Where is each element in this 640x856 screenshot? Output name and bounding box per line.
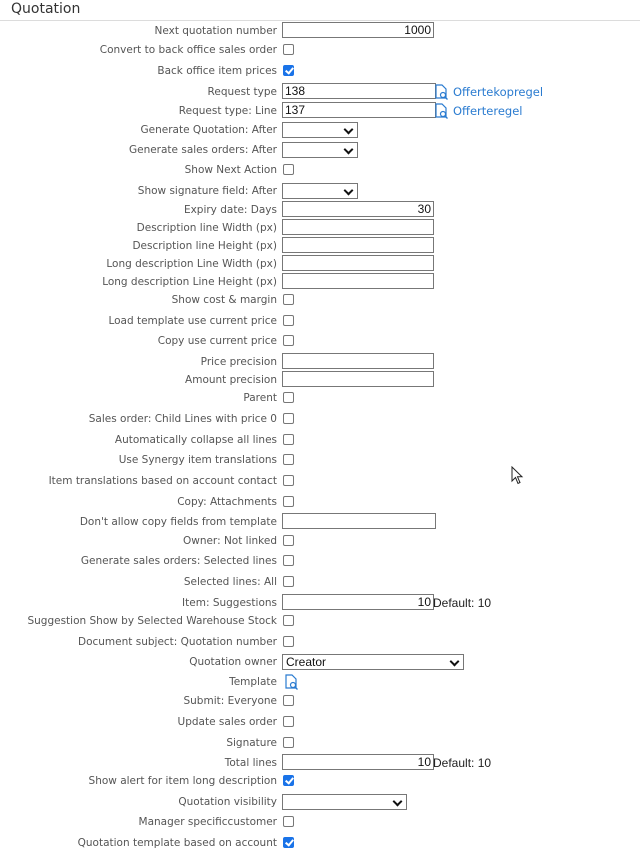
label: Automatically collapse all lines xyxy=(114,434,277,446)
label: Amount precision xyxy=(185,374,277,386)
label: Convert to back office sales order xyxy=(99,44,277,56)
row-price-precision xyxy=(0,353,640,371)
auto-collapse-lines-checkbox[interactable] xyxy=(283,434,294,445)
label: Suggestion Show by Selected Warehouse Stock xyxy=(27,615,277,627)
request-type-input[interactable]: 138 xyxy=(282,83,436,99)
row-copy-attachments xyxy=(0,493,640,511)
row-template xyxy=(0,673,640,691)
section-title: Quotation xyxy=(11,1,81,17)
label: Quotation owner xyxy=(189,656,277,668)
row-long-description-line-height xyxy=(0,273,640,291)
expiry-date-days-input[interactable]: 30 xyxy=(282,201,434,217)
submit-everyone-checkbox[interactable] xyxy=(283,695,294,706)
parent-checkbox[interactable] xyxy=(283,392,294,403)
quotation-visibility-select[interactable] xyxy=(282,794,407,810)
next-quotation-number-input[interactable]: 1000 xyxy=(282,22,434,38)
label: Show signature field: After xyxy=(137,185,277,197)
row-document-subject-quotation-number xyxy=(0,633,640,651)
label: Quotation template based on account xyxy=(77,837,277,849)
label: Generate sales orders: Selected lines xyxy=(80,555,277,567)
label: Signature xyxy=(226,737,277,749)
row-convert-back-office xyxy=(0,41,640,59)
label: Generate Quotation: After xyxy=(140,124,277,136)
label: Request type xyxy=(207,86,277,98)
dont-allow-copy-fields-input[interactable] xyxy=(282,513,436,529)
request-type-link[interactable]: Offertekopregel xyxy=(453,85,544,99)
label: Show Next Action xyxy=(184,164,277,176)
long-description-line-height-input[interactable] xyxy=(282,273,434,289)
row-generate-sales-orders-after xyxy=(0,141,640,159)
price-precision-input[interactable] xyxy=(282,353,434,369)
label: Parent xyxy=(243,392,277,404)
row-parent xyxy=(0,389,640,407)
row-item-translations-account-contact xyxy=(0,472,640,490)
generate-quotation-after-select[interactable] xyxy=(282,122,358,138)
row-load-template-current-price xyxy=(0,312,640,330)
row-item-suggestions xyxy=(0,594,640,612)
row-selected-lines-all xyxy=(0,573,640,591)
row-total-lines xyxy=(0,754,640,772)
row-show-next-action xyxy=(0,161,640,179)
row-child-lines-price-0 xyxy=(0,410,640,428)
label: Copy use current price xyxy=(157,335,277,347)
row-expiry-date-days xyxy=(0,201,640,219)
quotation-template-account-checkbox[interactable] xyxy=(283,837,294,848)
description-line-height-input[interactable] xyxy=(282,237,434,253)
row-owner-not-linked xyxy=(0,532,640,550)
label: Back office item prices xyxy=(157,65,277,77)
row-description-line-height xyxy=(0,237,640,255)
row-manager-specific-customer xyxy=(0,813,640,831)
generate-sales-orders-after-select[interactable] xyxy=(282,142,358,158)
show-cost-margin-checkbox[interactable] xyxy=(283,294,294,305)
label: Long description Line Height (px) xyxy=(102,276,277,288)
suggestion-warehouse-stock-checkbox[interactable] xyxy=(283,615,294,626)
long-description-line-width-input[interactable] xyxy=(282,255,434,271)
manager-specific-customer-checkbox[interactable] xyxy=(283,816,294,827)
request-type-line-link[interactable]: Offerteregel xyxy=(453,104,523,118)
row-back-office-item-prices xyxy=(0,62,640,80)
show-signature-field-after-select[interactable] xyxy=(282,183,358,199)
row-description-line-width xyxy=(0,219,640,237)
label: Document subject: Quotation number xyxy=(78,636,277,648)
chevron-down-icon xyxy=(344,145,354,155)
label: Expiry date: Days xyxy=(183,204,277,216)
selected-value: Creator xyxy=(286,655,327,669)
row-amount-precision xyxy=(0,371,640,389)
chevron-down-icon xyxy=(393,797,403,807)
row-update-sales-order xyxy=(0,713,640,731)
label: Submit: Everyone xyxy=(183,695,277,707)
row-signature xyxy=(0,734,640,752)
label: Long description Line Width (px) xyxy=(106,258,277,270)
quotation-owner-select[interactable] xyxy=(282,654,464,670)
label: Update sales order xyxy=(177,716,277,728)
chevron-down-icon xyxy=(344,186,354,196)
section-divider xyxy=(0,20,640,21)
chevron-down-icon xyxy=(344,125,354,135)
label: Price precision xyxy=(200,356,277,368)
row-next-quotation-number xyxy=(0,22,640,40)
description-line-width-input[interactable] xyxy=(282,219,434,235)
chevron-down-icon xyxy=(450,657,460,667)
label: Show alert for item long description xyxy=(88,775,277,787)
default-value: Default: 10 xyxy=(433,596,492,610)
label: Owner: Not linked xyxy=(182,535,277,547)
row-alert-item-long-description xyxy=(0,772,640,790)
request-type-line-input[interactable]: 137 xyxy=(282,102,436,118)
label: Load template use current price xyxy=(108,315,277,327)
label: Quotation visibility xyxy=(178,796,277,808)
document-search-icon[interactable] xyxy=(433,84,449,100)
row-quotation-template-account xyxy=(0,834,640,852)
label: Generate sales orders: After xyxy=(128,144,277,156)
convert-back-office-checkbox[interactable] xyxy=(283,44,294,55)
copy-use-current-price-checkbox[interactable] xyxy=(283,335,294,346)
label: Copy: Attachments xyxy=(177,496,277,508)
label: Don't allow copy fields from template xyxy=(79,516,277,528)
signature-checkbox[interactable] xyxy=(283,737,294,748)
label: Total lines xyxy=(224,757,277,769)
row-auto-collapse-lines xyxy=(0,431,640,449)
label: Template xyxy=(229,676,277,688)
default-value: Default: 10 xyxy=(433,756,492,770)
update-sales-order-checkbox[interactable] xyxy=(283,716,294,727)
synergy-item-translations-checkbox[interactable] xyxy=(283,454,294,465)
row-show-signature-field-after xyxy=(0,182,640,200)
label: Use Synergy item translations xyxy=(118,454,277,466)
mouse-cursor-icon xyxy=(511,466,525,486)
copy-attachments-checkbox[interactable] xyxy=(283,496,294,507)
row-suggestion-warehouse-stock xyxy=(0,612,640,630)
item-suggestions-input[interactable]: 10 xyxy=(282,594,434,610)
label: Description line Width (px) xyxy=(136,222,277,234)
document-search-icon[interactable] xyxy=(433,103,449,119)
label: Item: Suggestions xyxy=(182,597,277,609)
row-request-type-line xyxy=(0,102,640,120)
label: Sales order: Child Lines with price 0 xyxy=(88,413,277,425)
label: Description line Height (px) xyxy=(132,240,277,252)
label: Item translations based on account contact xyxy=(48,475,277,487)
row-generate-quotation-after xyxy=(0,121,640,139)
row-quotation-owner xyxy=(0,653,640,671)
generate-sales-orders-selected-checkbox[interactable] xyxy=(283,555,294,566)
amount-precision-input[interactable] xyxy=(282,371,434,387)
row-request-type xyxy=(0,83,640,101)
row-long-description-line-width xyxy=(0,255,640,273)
row-quotation-visibility xyxy=(0,793,640,811)
label: Manager specificcustomer xyxy=(138,816,277,828)
row-synergy-item-translations xyxy=(0,451,640,469)
row-copy-use-current-price xyxy=(0,332,640,350)
total-lines-input[interactable]: 10 xyxy=(282,754,434,770)
load-template-current-price-checkbox[interactable] xyxy=(283,315,294,326)
label: Selected lines: All xyxy=(183,576,277,588)
label: Next quotation number xyxy=(154,25,277,37)
row-generate-sales-orders-selected xyxy=(0,552,640,570)
item-translations-account-contact-checkbox[interactable] xyxy=(283,475,294,486)
alert-item-long-description-checkbox[interactable] xyxy=(283,775,294,786)
selected-lines-all-checkbox[interactable] xyxy=(283,576,294,587)
show-next-action-checkbox[interactable] xyxy=(283,164,294,175)
document-subject-quotation-number-checkbox[interactable] xyxy=(283,636,294,647)
owner-not-linked-checkbox[interactable] xyxy=(283,535,294,546)
row-show-cost-margin xyxy=(0,291,640,309)
back-office-item-prices-checkbox[interactable] xyxy=(283,65,294,76)
label: Show cost & margin xyxy=(171,294,277,306)
label: Request type: Line xyxy=(178,105,277,117)
row-dont-allow-copy-fields xyxy=(0,513,640,531)
row-submit-everyone xyxy=(0,692,640,710)
document-search-icon[interactable] xyxy=(283,674,299,690)
child-lines-price-0-checkbox[interactable] xyxy=(283,413,294,424)
